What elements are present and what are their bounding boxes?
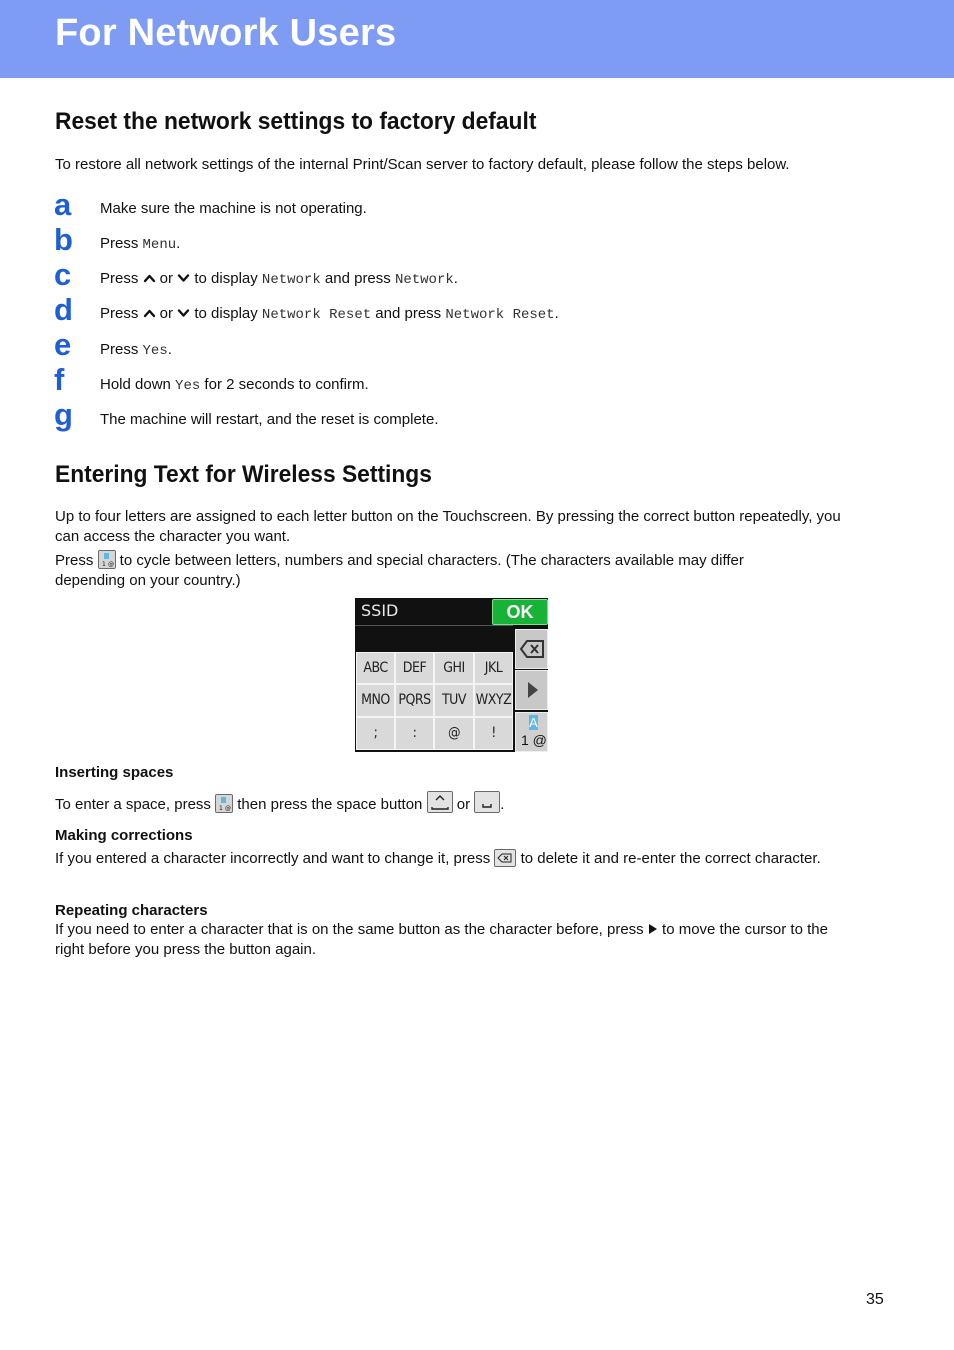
step-d-mid2: to display [190,305,262,322]
wireless-para-2 [55,550,815,590]
key-exclamation[interactable]: ! [474,717,513,750]
backspace-icon [494,849,516,867]
making-corrections-pre: If you entered a character incorrectly and want to change it, press [55,850,495,867]
step-c-mid3: and press [320,270,395,287]
mode-bottom-label: 1 @ [521,732,547,748]
cursor-right-button[interactable] [515,670,548,710]
step-c-post: . [453,270,458,287]
step-letter-g: g [54,397,73,432]
right-arrow-icon [648,923,658,935]
step-c-mid2: to display [190,270,262,287]
key-jkl[interactable]: JKL [474,652,513,684]
step-letter-f: f [54,362,65,397]
down-arrow-icon [177,307,190,319]
step-d-mid3: and press [371,305,446,322]
space-key-icon [427,791,453,813]
space-key-icon [474,791,500,813]
key-mno[interactable]: MNO [356,684,395,717]
step-c-pre: Press [100,270,143,287]
svg-text:@: @ [107,561,114,568]
step-d-pre: Press [100,305,143,322]
key-wxyz[interactable]: WXYZ [474,684,513,717]
step-f-post: for 2 seconds to confirm. [200,376,369,393]
inserting-spaces-mid: then press the space button [233,796,427,813]
reset-heading: Reset the network settings to factory default [55,108,537,135]
inserting-spaces-or: or [452,796,475,813]
step-d-mid1: or [155,305,178,322]
svg-text:@: @ [225,805,232,812]
key-ghi[interactable]: GHI [434,652,474,684]
network-reset-code: Network Reset [261,307,372,323]
reset-intro: To restore all network settings of the internal Print/Scan server to factory default, please follow the steps below. [55,156,790,173]
step-letter-a: a [54,187,72,222]
wireless-para-2-post: to cycle between letters, numbers and special characters. (The characters available may differ depending on your country.) [55,552,744,589]
ssid-label: SSID [361,601,399,620]
key-at[interactable]: @ [434,717,474,750]
touchscreen-illustration [355,598,548,752]
backspace-icon [516,630,547,668]
step-e-post: . [167,341,172,358]
key-colon[interactable]: : [395,717,434,750]
svg-text:1: 1 [219,805,223,812]
mode-toggle-icon [215,794,233,813]
step-letter-e: e [54,327,72,362]
making-corrections-text [55,849,835,869]
mode-top-label: A [529,715,538,730]
wireless-para-1: Up to four letters are assigned to each letter button on the Touchscreen. By pressing the correct button repeatedly, you can access the character you want. [55,508,841,545]
up-arrow-icon [143,272,156,284]
backspace-button[interactable] [515,629,548,669]
making-corrections-post: to delete it and re-enter the correct character. [516,850,821,867]
down-arrow-icon [177,272,190,284]
input-underline [355,625,513,626]
step-e-pre: Press [100,341,143,358]
step-letter-b: b [54,222,73,257]
step-a-text: Make sure the machine is not operating. [100,200,367,217]
step-f-pre: Hold down [100,376,176,393]
wireless-para-2-pre: Press [55,552,98,569]
step-d-text [100,304,559,325]
header-banner [0,0,954,78]
menu-code: Menu [142,237,177,253]
network-code: Network [261,272,321,288]
repeating-characters-pre: If you need to enter a character that is on the same button as the character before, press [55,921,648,938]
step-d-post: . [554,305,559,322]
step-c-mid1: or [155,270,178,287]
step-letter-d: d [54,292,73,327]
repeating-characters-post: to move the cursor to the right before you press the button again. [55,921,828,958]
right-arrow-icon [516,671,547,709]
mode-toggle-icon [98,550,116,569]
inserting-spaces-post: . [500,796,505,813]
page-title: For Network Users [55,12,397,54]
inserting-spaces-pre: To enter a space, press [55,796,216,813]
step-f-text [100,375,369,396]
step-b-pre: Press [100,235,143,252]
step-c-text [100,269,458,290]
step-b-post: . [176,235,181,252]
step-g-text: The machine will restart, and the reset is complete. [100,411,439,428]
page-number: 35 [866,1291,884,1308]
step-e-text [100,340,172,361]
step-b-text [100,234,180,255]
key-def[interactable]: DEF [395,652,434,684]
key-pqrs[interactable]: PQRS [395,684,434,717]
key-tuv[interactable]: TUV [434,684,474,717]
wireless-heading: Entering Text for Wireless Settings [55,461,432,488]
network-reset-code-2: Network Reset [445,307,555,323]
yes-code-2: Yes [175,378,201,394]
ok-button[interactable]: OK [492,599,548,625]
mode-toggle-button[interactable] [515,712,548,752]
step-letter-c: c [54,257,72,292]
inserting-spaces-text [55,791,935,815]
yes-code: Yes [142,343,168,359]
network-code-2: Network [394,272,454,288]
repeating-characters-text [55,920,855,959]
inserting-spaces-heading: Inserting spaces [55,764,174,781]
svg-text:1: 1 [101,561,106,568]
making-corrections-heading: Making corrections [55,827,193,844]
up-arrow-icon [143,307,156,319]
key-abc[interactable]: ABC [356,652,395,684]
repeating-characters-heading: Repeating characters [55,902,208,919]
key-semicolon[interactable]: ; [356,717,395,750]
